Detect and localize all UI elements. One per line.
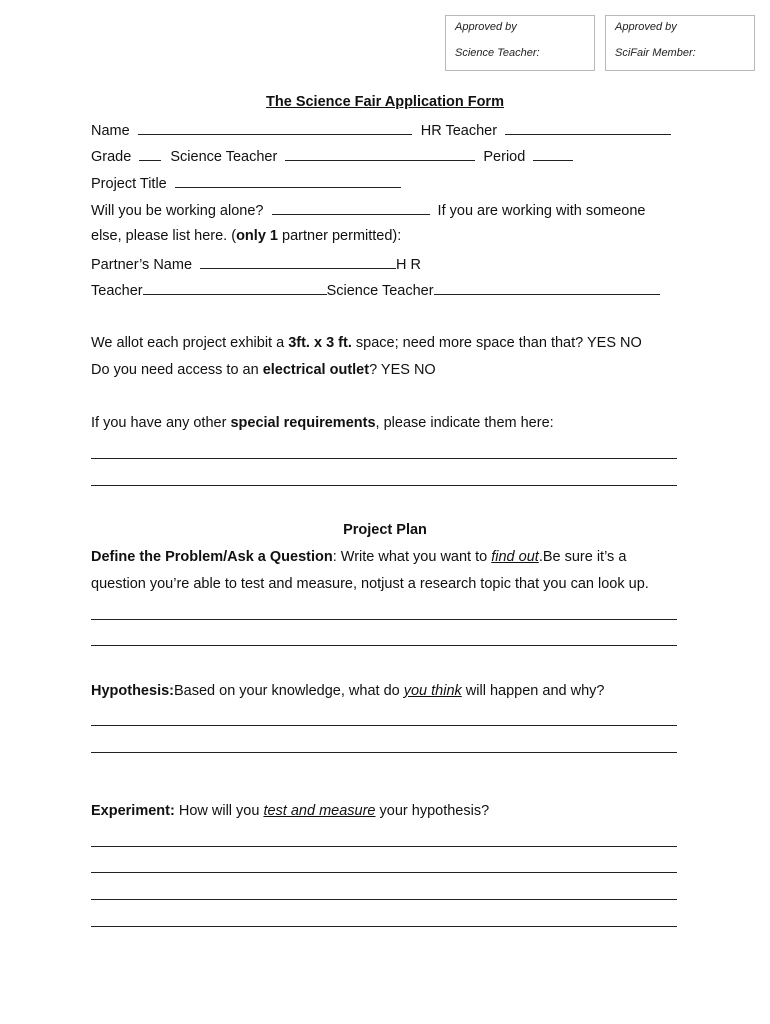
problem-text-end: .Be sure it’s a xyxy=(538,549,627,565)
special-text-end: , please indicate them here: xyxy=(375,415,554,431)
partner-note xyxy=(91,228,401,245)
hr-label: H R xyxy=(396,257,422,273)
alone-followup: If you are working with someone xyxy=(437,203,646,219)
outlet-bold: electrical outlet xyxy=(262,362,370,378)
alone-question: Will you be working alone? xyxy=(91,203,264,219)
form-title: The Science Fair Application Form xyxy=(266,94,504,110)
hypothesis-label: Hypothesis: xyxy=(91,683,174,699)
experiment-answer-line[interactable] xyxy=(91,872,677,873)
problem-label: Define the Problem/Ask a Question xyxy=(91,549,333,565)
grade-row xyxy=(91,147,573,166)
special-text: If you have any other xyxy=(91,415,231,431)
name-label: Name xyxy=(91,123,130,139)
approval-box-member xyxy=(605,15,755,71)
project-title-label: Project Title xyxy=(91,176,167,192)
hypothesis-emphasis: you think xyxy=(403,683,462,699)
experiment-text: How will you xyxy=(174,803,264,819)
space-size: 3ft. x 3 ft. xyxy=(288,335,352,351)
partner-note-bold: only 1 xyxy=(236,228,278,244)
outlet-text-end: ? YES NO xyxy=(369,362,436,378)
approval-label: Approved by xyxy=(455,21,517,33)
outlet-text: Do you need access to an xyxy=(91,362,263,378)
project-title-field[interactable] xyxy=(175,174,401,188)
science-teacher-field[interactable] xyxy=(285,147,475,161)
partner-teacher-row xyxy=(91,281,660,300)
problem-emphasis: find out xyxy=(491,549,539,565)
period-field[interactable] xyxy=(533,147,573,161)
experiment-answer-line[interactable] xyxy=(91,899,677,900)
special-bold: special requirements xyxy=(230,415,376,431)
period-label: Period xyxy=(483,149,526,165)
experiment-answer-line[interactable] xyxy=(91,926,677,927)
name-field[interactable] xyxy=(138,121,412,135)
hr-teacher-label: HR Teacher xyxy=(420,123,498,139)
science-teacher-2-field[interactable] xyxy=(434,281,660,295)
problem-text: : Write what you want to xyxy=(332,549,492,565)
hypothesis-answer-line[interactable] xyxy=(91,725,677,726)
approval-label: Approved by xyxy=(615,21,677,33)
science-teacher-2-label: Science Teacher xyxy=(326,283,434,299)
approval-role: SciFair Member: xyxy=(615,47,696,59)
experiment-label: Experiment: xyxy=(91,803,175,819)
name-row xyxy=(91,121,671,140)
partner-note-text: else, please list here. ( xyxy=(91,228,237,244)
grade-field[interactable] xyxy=(139,147,161,161)
partner-name-label: Partner’s Name xyxy=(91,257,193,273)
partner-name-field[interactable] xyxy=(200,255,396,269)
outlet-question xyxy=(91,362,436,379)
problem-prompt xyxy=(91,549,626,566)
project-title-row xyxy=(91,174,401,193)
problem-answer-line[interactable] xyxy=(91,645,677,646)
teacher-label: Teacher xyxy=(91,283,143,299)
hypothesis-answer-line[interactable] xyxy=(91,752,677,753)
approval-role: Science Teacher: xyxy=(455,47,540,59)
project-plan-title: Project Plan xyxy=(343,522,427,538)
space-text: We allot each project exhibit a xyxy=(91,335,289,351)
space-text-end: space; need more space than that? YES NO xyxy=(351,335,642,351)
alone-row xyxy=(91,201,645,220)
approval-box-teacher xyxy=(445,15,595,71)
space-question xyxy=(91,335,642,352)
hr-teacher-field[interactable] xyxy=(505,121,671,135)
problem-prompt-2: question you’re able to test and measure, notjust a research topic that you can look up. xyxy=(91,576,649,592)
hypothesis-prompt xyxy=(91,683,604,700)
experiment-prompt xyxy=(91,803,489,820)
partner-note-text-end: partner permitted): xyxy=(277,228,402,244)
problem-answer-line[interactable] xyxy=(91,619,677,620)
experiment-text-end: your hypothesis? xyxy=(375,803,490,819)
hypothesis-text-end: will happen and why? xyxy=(461,683,605,699)
special-answer-line[interactable] xyxy=(91,485,677,486)
experiment-answer-line[interactable] xyxy=(91,846,677,847)
special-requirements xyxy=(91,415,554,432)
experiment-emphasis: test and measure xyxy=(263,803,376,819)
grade-label: Grade xyxy=(91,149,132,165)
partner-row xyxy=(91,255,421,274)
science-teacher-label: Science Teacher xyxy=(170,149,278,165)
hypothesis-text: Based on your knowledge, what do xyxy=(174,683,404,699)
teacher-field[interactable] xyxy=(143,281,327,295)
special-answer-line[interactable] xyxy=(91,458,677,459)
alone-field[interactable] xyxy=(272,201,430,215)
